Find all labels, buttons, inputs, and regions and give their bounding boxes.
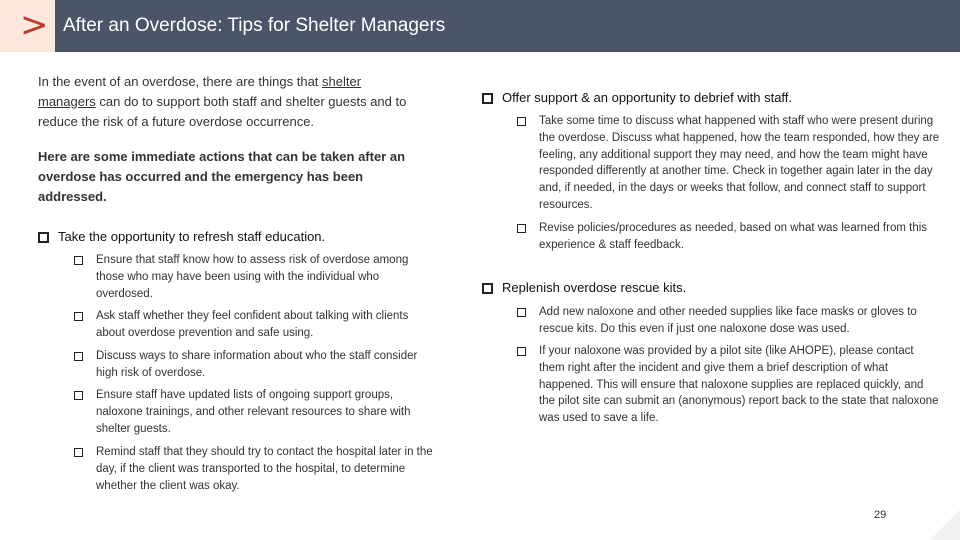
checkbox-icon: [517, 117, 526, 126]
checkbox-icon: [38, 232, 49, 243]
checkbox-icon: [517, 347, 526, 356]
checkbox-icon: [74, 391, 83, 400]
checkbox-icon: [517, 224, 526, 233]
intro-paragraph: [38, 72, 418, 132]
intro-text-1: In the event of an overdose, there are things that: [38, 74, 323, 89]
checkbox-icon: [482, 283, 493, 294]
checkbox-icon: [482, 93, 493, 104]
header-bar: [0, 0, 960, 52]
intro-text-2: can do to support both staff and shelter guests and to reduce the risk of a future overdose occurrence.: [38, 94, 407, 129]
immediate-actions-text: Here are some immediate actions that can be taken after an overdose has occurred and the emergency has been addressed.: [38, 149, 406, 204]
corner-decoration: [930, 500, 960, 540]
page-number: 29: [874, 509, 887, 521]
checkbox-icon: [74, 256, 83, 265]
checkbox-icon: [74, 448, 83, 457]
checkbox-icon: [74, 352, 83, 361]
shelter-managers-link[interactable]: shelter managers: [38, 74, 362, 109]
chevron-box: [0, 0, 55, 52]
chevron-right-icon: >: [20, 5, 49, 45]
checkbox-icon: [74, 312, 83, 321]
checkbox-icon: [517, 308, 526, 317]
page-title: After an Overdose: Tips for Shelter Managers: [63, 15, 446, 36]
